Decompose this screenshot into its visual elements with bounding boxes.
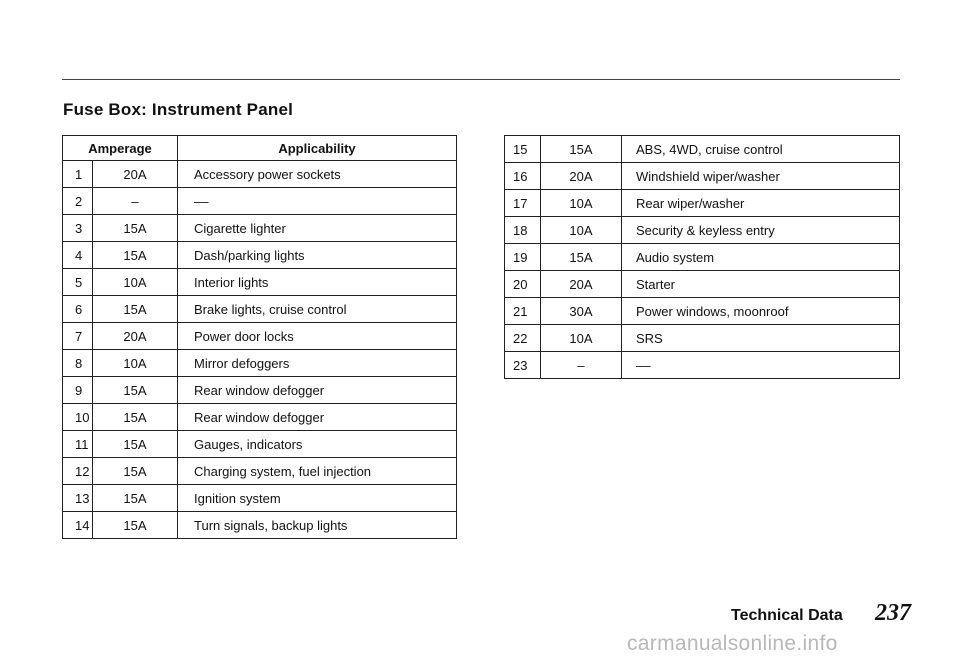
fuse-amperage: – [541,352,622,379]
fuse-applicability: Rear window defogger [178,377,457,404]
fuse-number: 21 [505,298,541,325]
fuse-amperage: 15A [93,458,178,485]
fuse-number: 16 [505,163,541,190]
fuse-amperage: 15A [93,242,178,269]
table-row [63,296,457,323]
fuse-applicability: Interior lights [178,269,457,296]
fuse-amperage: 10A [541,325,622,352]
fuse-number: 8 [63,350,93,377]
fuse-table-right [504,135,900,379]
table-row [63,161,457,188]
fuse-applicability: Security & keyless entry [622,217,900,244]
fuse-table-left [62,135,457,539]
fuse-amperage: 20A [93,323,178,350]
fuse-applicability: Audio system [622,244,900,271]
fuse-number: 4 [63,242,93,269]
table-header-row [63,136,457,161]
fuse-applicability: Dash/parking lights [178,242,457,269]
fuse-applicability: Power windows, moonroof [622,298,900,325]
table-row [505,271,900,298]
fuse-amperage: 10A [93,350,178,377]
table-row [63,458,457,485]
fuse-amperage: 15A [93,215,178,242]
table-row [505,136,900,163]
fuse-number: 5 [63,269,93,296]
fuse-number: 15 [505,136,541,163]
fuse-number: 13 [63,485,93,512]
table-row [505,298,900,325]
table-row [63,377,457,404]
fuse-applicability: SRS [622,325,900,352]
fuse-number: 12 [63,458,93,485]
fuse-applicability: Accessory power sockets [178,161,457,188]
fuse-number: 6 [63,296,93,323]
fuse-applicability: Ignition system [178,485,457,512]
table-row [505,217,900,244]
table-row [63,188,457,215]
table-row [505,190,900,217]
fuse-number: 20 [505,271,541,298]
fuse-amperage: 15A [541,244,622,271]
fuse-amperage: 10A [541,217,622,244]
fuse-amperage: 15A [93,296,178,323]
fuse-number: 18 [505,217,541,244]
table-row [63,215,457,242]
watermark-text: carmanualsonline.info [627,632,838,655]
fuse-amperage: 15A [541,136,622,163]
fuse-number: 11 [63,431,93,458]
top-rule [62,79,900,80]
fuse-amperage: 20A [541,271,622,298]
table-row [63,404,457,431]
table-row [63,350,457,377]
fuse-number: 1 [63,161,93,188]
fuse-amperage: 10A [93,269,178,296]
fuse-amperage: 30A [541,298,622,325]
fuse-number: 23 [505,352,541,379]
header-amperage: Amperage [63,136,178,161]
fuse-amperage: 20A [541,163,622,190]
fuse-applicability: –– [622,352,900,379]
fuse-amperage: 15A [93,431,178,458]
table-row [63,323,457,350]
table-row [63,512,457,539]
fuse-amperage: – [93,188,178,215]
fuse-number: 22 [505,325,541,352]
page-number: 237 [875,600,911,626]
page-title: Fuse Box: Instrument Panel [63,100,294,119]
fuse-number: 9 [63,377,93,404]
fuse-number: 10 [63,404,93,431]
fuse-number: 14 [63,512,93,539]
fuse-amperage: 15A [93,485,178,512]
fuse-number: 2 [63,188,93,215]
table-row [63,431,457,458]
fuse-applicability: Gauges, indicators [178,431,457,458]
table-row [63,242,457,269]
fuse-applicability: Rear wiper/washer [622,190,900,217]
fuse-amperage: 15A [93,512,178,539]
fuse-number: 17 [505,190,541,217]
table-row [505,325,900,352]
header-applicability: Applicability [178,136,457,161]
fuse-amperage: 20A [93,161,178,188]
table-row [63,269,457,296]
table-row [63,485,457,512]
fuse-number: 7 [63,323,93,350]
fuse-amperage: 10A [541,190,622,217]
fuse-applicability: Turn signals, backup lights [178,512,457,539]
fuse-number: 3 [63,215,93,242]
footer-section-label: Technical Data [731,607,843,624]
fuse-amperage: 15A [93,404,178,431]
fuse-applicability: Rear window defogger [178,404,457,431]
fuse-applicability: Brake lights, cruise control [178,296,457,323]
fuse-applicability: Charging system, fuel injection [178,458,457,485]
fuse-applicability: Cigarette lighter [178,215,457,242]
fuse-applicability: Power door locks [178,323,457,350]
fuse-amperage: 15A [93,377,178,404]
fuse-applicability: Starter [622,271,900,298]
fuse-applicability: Windshield wiper/washer [622,163,900,190]
table-row [505,352,900,379]
table-row [505,163,900,190]
fuse-applicability: Mirror defoggers [178,350,457,377]
fuse-applicability: ABS, 4WD, cruise control [622,136,900,163]
fuse-applicability: –– [178,188,457,215]
fuse-number: 19 [505,244,541,271]
table-row [505,244,900,271]
